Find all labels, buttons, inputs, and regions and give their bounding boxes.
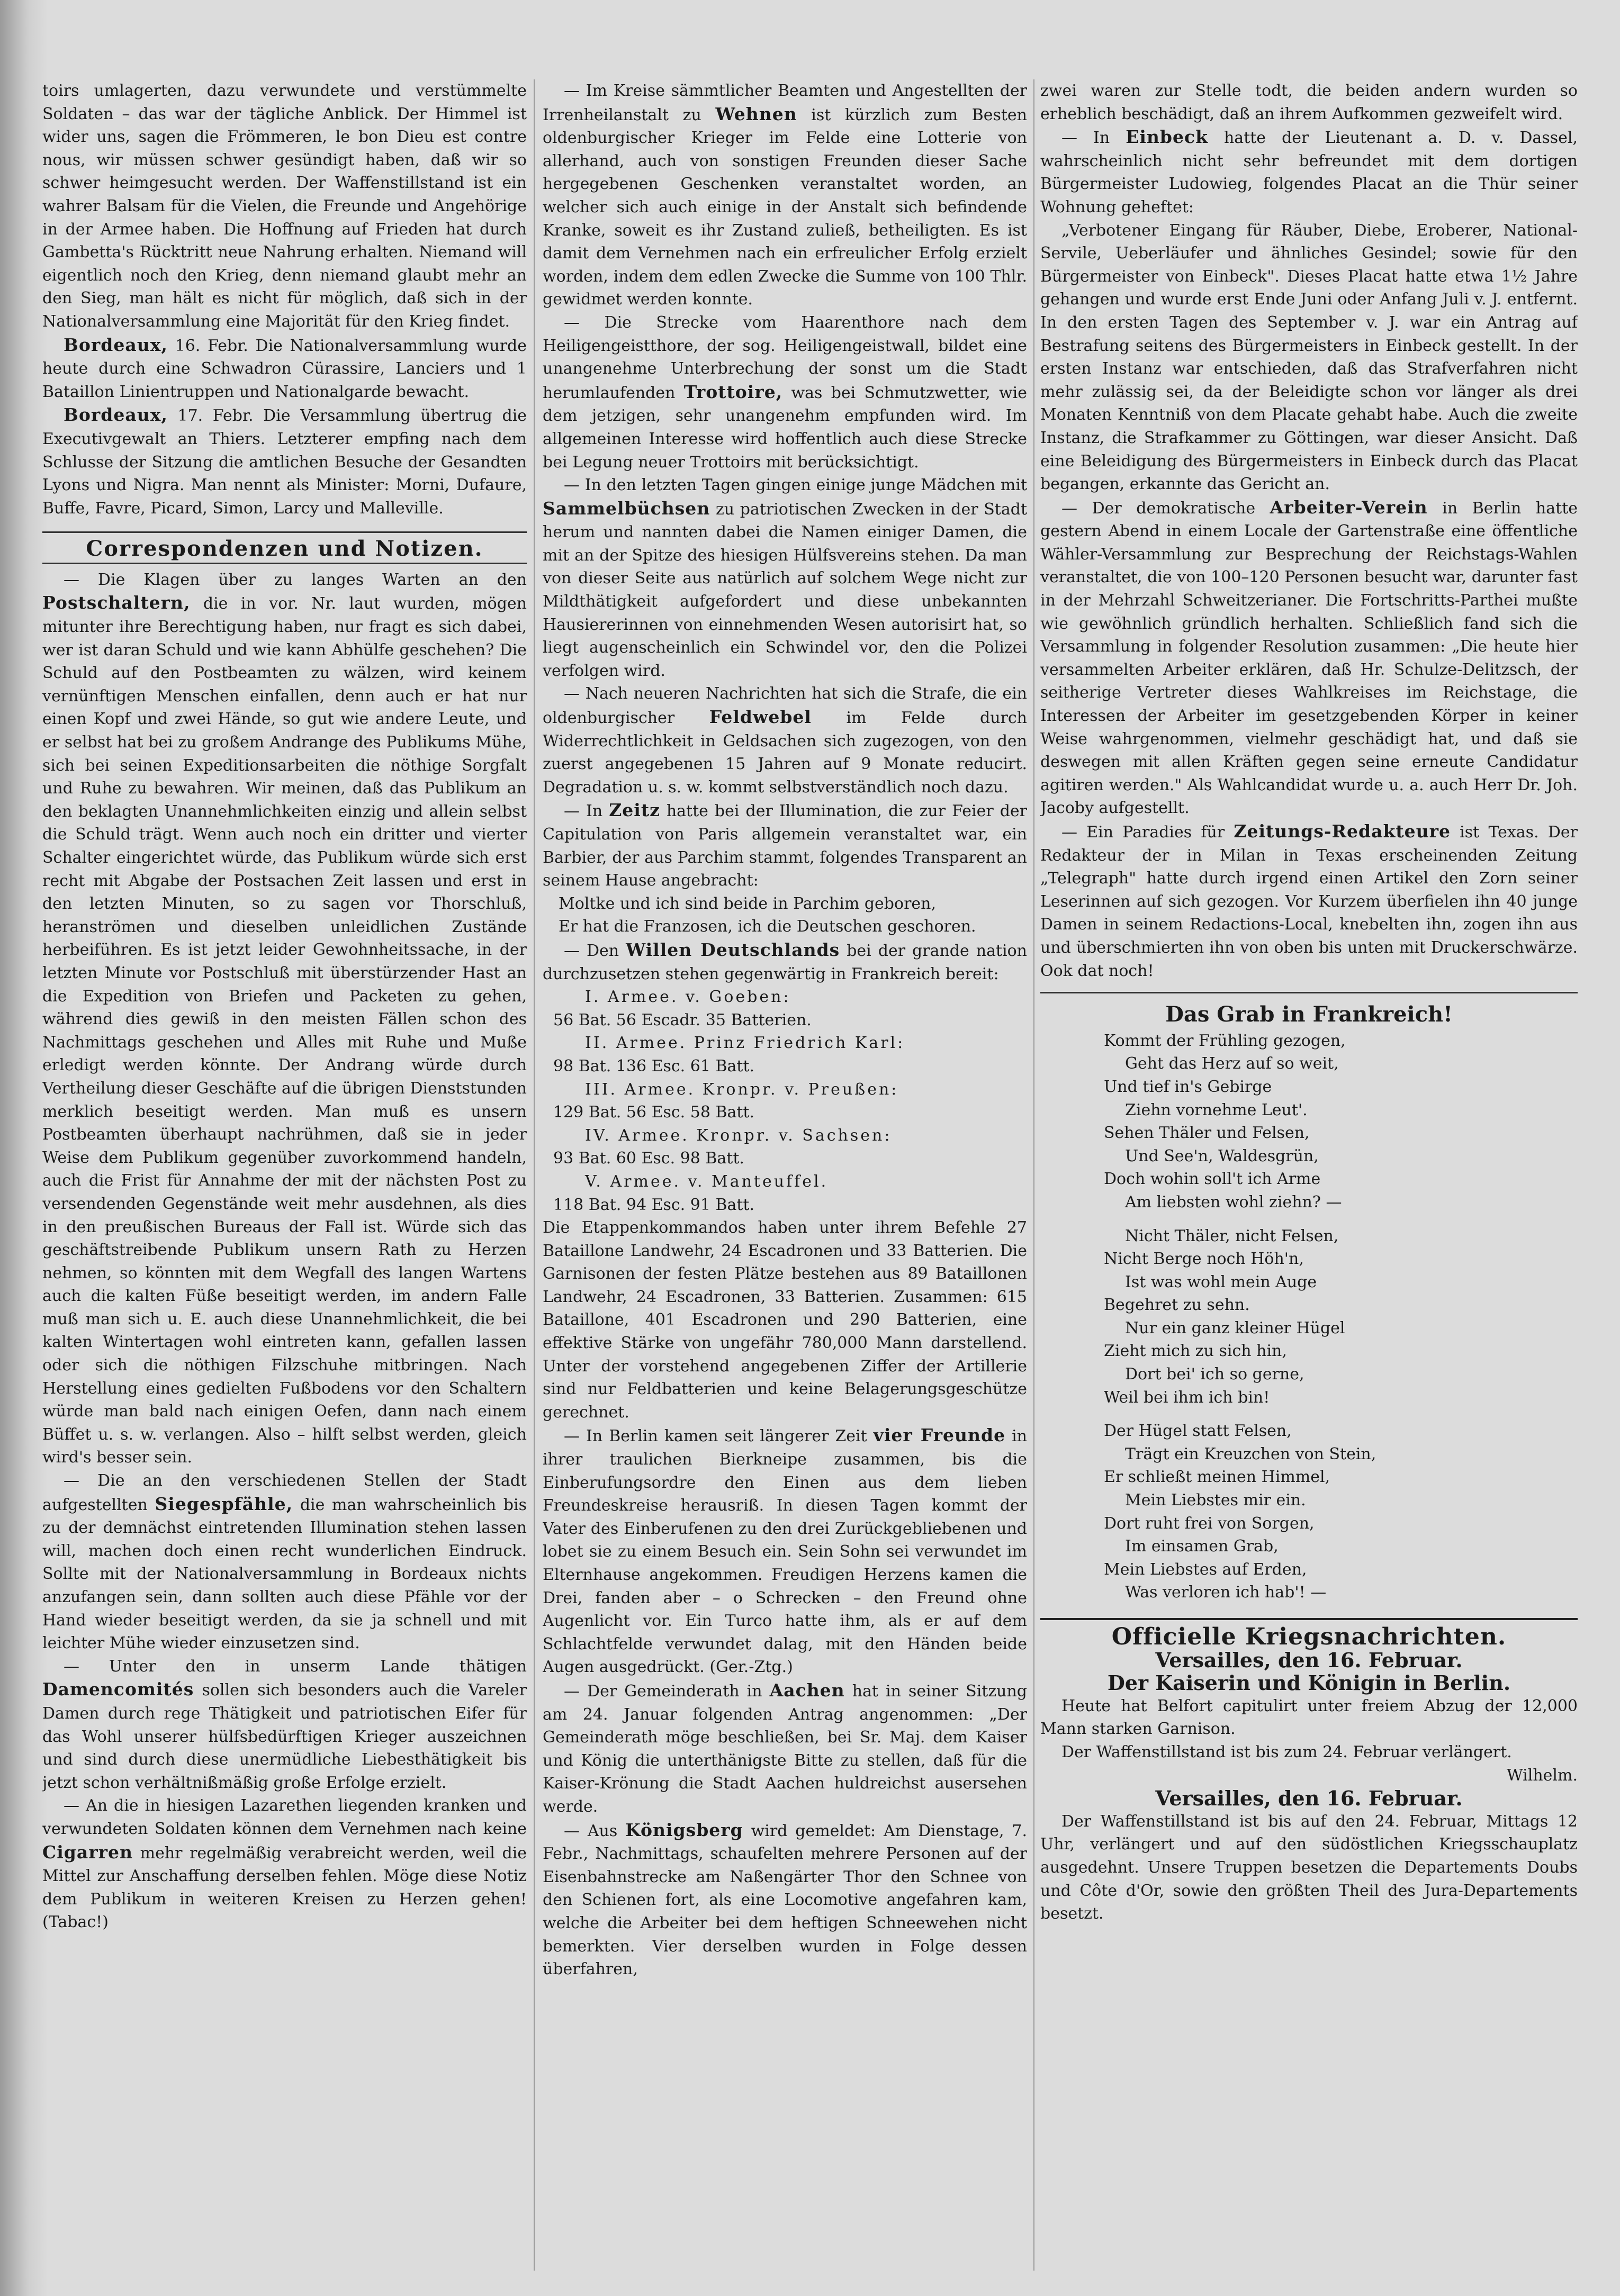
poem-stanza-break [1104,1409,1578,1420]
army-heading: IV. Armee. Kronpr. v. Sachsen: [585,1126,892,1145]
poem-line: Der Hügel statt Felsen, [1104,1422,1292,1441]
keyword-bordeaux: Bordeaux, [64,404,168,426]
divider [1040,992,1578,993]
poem [1040,1029,1578,1604]
poem-line: Mein Liebstes auf Erden, [1104,1560,1307,1579]
poem-line: Mein Liebstes mir ein. [1125,1491,1306,1510]
poem-line: Was verloren ich hab'! — [1125,1583,1327,1602]
article-feldwebel: — Nach neueren Nachrichten hat sich die Strafe, die ein oldenburgischer Feldwebel im Felde durch Widerrechtlichkeit in Geldsachen sich zugezogen, von den zuerst angegebenen 15 Jahren auf 9 Monate reducirt. Degradation u. s. w. kommt selbstverständlich noch dazu. [543,684,1027,797]
poem-line: Begehret zu sehn. [1104,1296,1250,1315]
poem-line: Und See'n, Waldesgrün, [1125,1146,1319,1165]
article-aachen: — Der Gemeinderath in Aachen hat in seiner Sitzung am 24. Januar folgenden Antrag angenommen: „Der Gemeinderath möge beschließen, bei Sr. Maj. dem Kaiser und König die unterthänigste Bitte zu stellen, daß für die Kaiser-Krönung die Stadt Aachen huldreichst ausersehen werde. [543,1679,1027,1816]
poem-line: Ist was wohl mein Auge [1125,1272,1317,1291]
army-strength: 56 Bat. 56 Escadr. 35 Batterien. [553,1010,812,1029]
article-einbeck-placat: „Verbotener Eingang für Räuber, Diebe, Eroberer, National-Servile, Ueberläufer und ähnliches Gesindel; sowie für den Bürgermeister von Einbeck". Dieses Placat hatte etwa 1½ Jahre gehangen und wurde erst Ende Juni oder Anfang Juli v. J. entfernt. In den ersten Tagen des September v. J. war ein Antrag auf Bestrafung seitens des Bürgermeisters in Einbeck gestellt. In der ersten Instanz war entschieden, daß das Strafverfahren nicht mehr zulässig sei, da der Beleidigte schon vor länger als drei Monaten Kenntniß von dem Placate gehabt habe. Auch die zweite Instanz, die Strafkammer zu Göttingen, war dieser Ansicht. Daß eine Beleidigung des Bürgermeisters in Einbeck durch das Placat begangen, erkannte das Gericht an. [1040,221,1578,494]
army-strength: 129 Bat. 56 Esc. 58 Batt. [553,1103,755,1122]
poem-line: Im einsamen Grab, [1125,1537,1279,1556]
article-postschalter: — Die Klagen über zu langes Warten an den Postschaltern, die in vor. Nr. laut wurden, mögen mitunter ihre Berechtigung haben, nur fragt es sich dabei, wer ist daran Schuld und wie kann Abhülfe geschehen? Die Schuld auf den Postbeamten zu wälzen, wird keinem vernünftigen Menschen einfallen, denn auch er hat nur einen Kopf und zwei Hände, so gut wie andere Leute, und er selbst hat bei zu großem Andrange des Publikums Mühe, sich bei seinen Expeditionsarbeiten die nöthige Sorgfalt und Ruhe zu bewahren. Wir meinen, daß das Publikum an den beklagten Unannehmlichkeiten einzig und allein selbst die Schuld trägt. Wenn auch noch ein dritter und vierter Schalter eingerichtet würde, das Publikum würde sich erst recht mit Abgabe der Postsachen Zeit lassen und erst in den letzten Minuten, so zu sagen vor Thorschluß, heranströmen und dieselben unleidlichen Zustände herbeiführen. Es ist jetzt leider Gewohnheitssache, in der letzten Minute vor Postschluß mit überstürzender Hast an die Expedition von Briefen und Packeten zu gehen, während dies gewiß in den meisten Fällen schon des Nachmittags geschehen und Alles mit Ruhe und Muße erledigt werden könnte. Der Andrang würde durch Vertheilung dieser Geschäfte auf die übrigen Dienststunden merklich beseitigt werden. Man muß es unsern Postbeamten überhaupt nachrühmen, daß sie in jeder Weise dem Publikum gegenüber zuvorkommend handeln, auch die Frist für Annahme der mit der nächsten Post zu versendenden Gegenstände weit mehr ausdehnen, als dies in den preußischen Bureaus der Fall ist. Würde sich das geschäftstreibende Publikum unsern Rath zu Herzen nehmen, so könnten mit dem Wegfall des langen Wartens auch die kalten Füße beseitigt werden, im andern Falle muß man sich u. E. auch diese Unannehmlichkeit, die bei kalten Wintertagen wohl eintreten kann, gefallen lassen oder sich die nöthigen Filzschuhe mitbringen. Nach Herstellung eines gedielten Fußbodens vor den Schaltern würde man bald nach einigen Oefen, dann nach einem Büffet u. s. w. verlangen. Also – hilft selbst werden, gleich wird's besser sein. [42,570,527,1467]
poem-line: Nur ein ganz kleiner Hügel [1125,1318,1345,1337]
section-heading: Correspondenzen und Notizen. [42,531,527,561]
poem-line: Ziehn vornehme Leut'. [1125,1100,1308,1119]
dispatch-signature: Wilhelm. [1506,1766,1578,1785]
article-damencomites: — Unter den in unserm Lande thätigen Damencomités sollen sich besonders auch die Vareler Damen durch rege Thätigkeit und patriotischen Eifer für das Wohl unserer hülfsbedürftigen Krieger auszeichnen und sind durch diese unermüdliche Liebesthätigkeit bis jetzt schon verhältnißmäßig große Erfolge erzielt. [42,1657,527,1792]
column-1 [42,79,527,1934]
article-arbeiter-verein: — Der demokratische Arbeiter-Verein in Berlin hatte gestern Abend in einem Locale der Gartenstraße eine öffentliche Wähler-Versammlung zur Besprechung der Reichstags-Wahlen veranstaltet, die von 100–120 Personen besucht war, darunter fast in der Mehrzahl Schweitzerianer. Die Fortschritts-Parthei mußte wie gewöhnlich gründlich herhalten. Schließlich fand sich die Versammlung in folgender Resolution zusammen: „Die heute hier versammelten Arbeiter erklären, daß Hr. Schulze-Delitzsch, der seitherige Vertreter dieses Wahlkreises im Reichstage, die Interessen der Arbeiter im gesetzgebenden Körper in keiner Weise wahrgenommen, vielmehr geschädigt hat, und daß sie deswegen mit allen Kräften gegen seine erneute Candidatur agitiren werden." Als Wahlcandidat wurde u. a. auch Herr Dr. Joh. Jacoby aufgestellt. [1040,496,1578,818]
poem-line: Sehen Thäler und Felsen, [1104,1124,1310,1143]
poem-line: Zieht mich zu sich hin, [1104,1342,1287,1361]
article-trottoire: — Die Strecke vom Haarenthore nach dem Heiligengeistthore, der sog. Heiligengeistwall, bildet eine unangenehme Unterbrechung der sonst um die Stadt herumlaufenden Trottoire, was bei Schmutzwetter, wie dem jetzigen, sehr unangenehm empfunden wird. Im allgemeinen Interesse wird hoffentlich auch diese Strecke bei Legung neuer Trottoirs mit berücksichtigt. [543,313,1027,472]
army-strength: 118 Bat. 94 Esc. 91 Batt. [553,1195,755,1214]
column-3 [1040,79,1578,1926]
poem-line: Und tief in's Gebirge [1104,1077,1272,1096]
keyword-bordeaux: Bordeaux, [64,334,168,355]
article-vier-freunde: — In Berlin kamen seit längerer Zeit vier Freunde in ihrer traulichen Bierkneipe zusammen, bis die Einberufungsordre den Einen aus dem lieben Freundeskreise herausriß. In diesen Tagen kommt der Vater des Einberufenen zu den drei Zurückgebliebenen und lobet sie zu einem Besuch ein. Sein Sohn sei verwundet im Elternhause angekommen. Freudigen Herzens kamen die Drei, fanden aber – o Schrecken – den Freund ohne Augenlicht vor. Ein Turco hatte ihm, als er auf dem Schlachtfelde verwundet dalag, mit den Händen beide Augen ausgedrückt. (Ger.-Ztg.) [543,1425,1027,1677]
article-zeitungs-redakteure: — Ein Paradies für Zeitungs-Redakteure ist Texas. Der Redakteur der in Milan in Texas erscheinenden Zeitung „Telegraph" hatte durch irgend einen Artikel den Zorn seiner Leserinnen auf sich gezogen. Vor Kurzem überfielen ihn 40 junge Damen in seinem Redactions-Local, knebelten ihn, zogen ihn aus und überschmierten ihn von oben bis unten mit Druckerschwärze. Ook dat noch! [1040,821,1578,980]
army-strength: 98 Bat. 136 Esc. 61 Batt. [553,1056,755,1075]
army-strength: 93 Bat. 60 Esc. 98 Batt. [553,1149,744,1168]
article-koenigsberg-continuation: zwei waren zur Stelle todt, die beiden andern wurden so erheblich beschädigt, daß an ihrem Aufkommen gezweifelt wird. [1040,82,1578,123]
column-rule [534,79,535,2271]
poem-line: Dort bei' ich so gerne, [1125,1365,1304,1384]
article-bordeaux-16: Bordeaux, 16. Febr. Die Nationalversammlung wurde heute durch eine Schwadron Cürassire, Lanciers und 1 Bataillon Linientruppen und Nationalgarde bewacht. [42,334,527,401]
article-siegespfaehle: — Die an den verschiedenen Stellen der Stadt aufgestellten Siegespfähle, die man wahrscheinlich bis zu der demnächst eintretenden Illumination stehen lassen will, machen doch einen recht wunderlichen Eindruck. Sollte mit der Nationalversammlung in Bordeaux nichts anzufangen sein, dann sollten auch diese Pfähle vor der Hand wieder beseitigt werden, da sie ja schnell und mit leichter Mühe wieder einzusetzen sind. [42,1471,527,1653]
column-rule [1033,79,1034,2271]
poem-line: Am liebsten wohl ziehn? — [1125,1192,1342,1212]
verse-line: Moltke und ich sind beide in Parchim geboren, [559,894,937,913]
article-zeitz: — In Zeitz hatte bei der Illumination, die zur Feier der Capitulation von Paris allgemein veranstaltet war, ein Barbier, der aus Parchim stammt, folgendes Transparent an seinem Hause angebracht: [543,800,1027,890]
article-bordeaux-17: Bordeaux, 17. Febr. Die Versammlung übertrug die Executivgewalt an Thiers. Letzterer empfing nach dem Schlusse der Sitzung die amtlichen Besuche der Gesandten Lyons und Nigra. Man nennt als Minister: Morni, Dufaure, Buffe, Favre, Picard, Simon, Larcy und Malleville. [42,404,527,518]
troop-list [543,986,1027,1216]
dispatch-text: Heute hat Belfort capitulirt unter freiem Abzug der 12,000 Mann starken Garnison. [1040,1696,1578,1739]
article-sammelbuechsen: — In den letzten Tagen gingen einige junge Mädchen mit Sammelbüchsen zu patriotischen Zwecken in der Stadt herum und nannten dabei die Namen einiger Damen, die mit an der Spitze des hiesigen Hülfsvereins stehen. Da man von dieser Seite aus natürlich auf solchem Wege nicht zur Mildthätigkeit aufgefordert und diese unbekannten Hausiererinnen von einnehmenden Wesen autorisirt hat, so liegt augenscheinlich ein Schwindel vor, den die Polizei verfolgen wird. [543,476,1027,680]
poem-line: Nicht Thäler, nicht Felsen, [1125,1226,1339,1245]
poem-line: Kommt der Frühling gezogen, [1104,1031,1346,1050]
dispatch-text: Der Waffenstillstand ist bis zum 24. Februar verlängert. [1061,1742,1512,1761]
poem-line: Weil bei ihm ich bin! [1104,1388,1270,1407]
army-heading: II. Armee. Prinz Friedrich Karl: [585,1034,905,1053]
dispatch-dateline: Versailles, den 16. Februar. [1155,1786,1463,1811]
article-paris-continuation: toirs umlagerten, dazu verwundete und verstümmelte Soldaten – das war der tägliche Anblick. Der Himmel ist wider uns, sagen die Frömmeren, le bon Dieu est contre nous, wir müssen schwer gesündigt haben, daß wir so schwer heimgesucht werden. Der Waffenstillstand ist ein wahrer Balsam für die Vielen, die Freunde und Angehörige in der Armee haben. Die Hoffnung auf Frieden hat durch Gambetta's Rücktritt neue Nahrung erhalten. Niemand will eigentlich noch den Krieg, denn niemand glaubt mehr an den Sieg, man hält es nicht für möglich, daß sich in der Nationalversammlung eine Majorität für den Krieg findet. [42,82,527,331]
army-heading: I. Armee. v. Goeben: [585,988,791,1007]
poem-line: Nicht Berge noch Höh'n, [1104,1250,1304,1269]
book-spine-shadow [0,0,48,2296]
poem-line: Dort ruht frei von Sorgen, [1104,1514,1315,1533]
verse-line: Er hat die Franzosen, ich die Deutschen geschoren. [559,917,976,936]
article-etappen: Die Etappenkommandos haben unter ihrem Befehle 27 Bataillone Landwehr, 24 Escadronen und 33 Batterien. Die Garnisonen der festen Plätze bestehen aus 89 Bataillonen Landwehr, 24 Escadronen, 33 Batterien. Zusammen: 615 Bataillone, 401 Escadronen und 290 Batterien, eine effektive Stärke von ungefähr 780,000 Mann darstellend. Unter der vorstehend angegebenen Ziffer der Artillerie sind nur Feldbatterien und keine Belagerungsgeschütze gerechnet. [543,1218,1027,1422]
official-war-news [1040,1618,1578,1926]
poem-stanza-break [1104,1214,1578,1225]
dispatch-text: Der Waffenstillstand ist bis auf den 24. Februar, Mittags 12 Uhr, verlängert und auf den südöstlichen Kriegsschauplatz ausgedehnt. Unsere Truppen besetzen die Departements Doubs und Côte d'Or, sowie den größten Theil des Jura-Departements besetzt. [1040,1812,1578,1923]
dispatch-dateline: Versailles, den 16. Februar. [1155,1648,1463,1672]
poem-line: Geht das Herz auf so weit, [1125,1054,1339,1073]
war-news-title: Officielle Kriegsnachrichten. [1111,1623,1507,1650]
article-cigarren: — An die in hiesigen Lazarethen liegenden kranken und verwundeten Soldaten können dem Vernehmen nach keine Cigarren mehr regelmäßig verabreicht werden, weil die Mittel zur Anschaffung derselben fehlen. Möge diese Notiz dem Publikum in weiteren Kreisen zu Herzen gehen! (Tabac!) [42,1796,527,1932]
dispatch-recipient: Der Kaiserin und Königin in Berlin. [1107,1671,1511,1695]
army-heading: V. Armee. v. Manteuffel. [585,1172,829,1191]
article-einbeck: — In Einbeck hatte der Lieutenant a. D. v. Dassel, wahrscheinlich nicht sehr befreundet mit dem dortigen Bürgermeister Ludowieg, folgendes Placat an die Thür seiner Wohnung geheftet: [1040,126,1578,216]
poem-line: Er schließt meinen Himmel, [1104,1468,1330,1487]
article-willen-deutschlands: — Den Willen Deutschlands bei der grande nation durchzusetzen stehen gegenwärtig in Frankreich bereit: [543,939,1027,983]
article-wehnen: — Im Kreise sämmtlicher Beamten und Angestellten der Irrenheilanstalt zu Wehnen ist kürzlich zum Besten oldenburgischer Krieger im Felde eine Lotterie von allerhand, auch von sonstigen Freunden dieser Sache hergegebenen Geschenken veranstaltet worden, an welcher sich auch einige in der Anstalt sich befindende Kranke, soweit es ihr Zustand zuließ, betheiligten. Es ist damit dem Vernehmen nach ein erfreulicher Erfolg erzielt worden, indem dem edlen Zwecke die Summe von 100 Thlr. gewidmet werden konnte. [543,82,1027,309]
poem-line: Trägt ein Kreuzchen von Stein, [1125,1444,1376,1463]
poem-line: Doch wohin soll't ich Arme [1104,1170,1321,1189]
divider [42,563,527,564]
newspaper-page [42,79,1578,2276]
poem-title: Das Grab in Frankreich! [1165,1002,1453,1027]
army-heading: III. Armee. Kronpr. v. Preußen: [585,1080,899,1099]
column-2 [543,79,1027,1981]
article-koenigsberg: — Aus Königsberg wird gemeldet: Am Dienstage, 7. Febr., Nachmittags, schaufelten mehrere Personen auf der Eisenbahnstrecke am Naßengärter Thor den Schnee von den Schienen fort, als eine Locomotive angefahren kam, welche die Arbeiter bei dem heftigen Schneewehen nicht bemerkten. Vier derselben wurden in Folge dessen überfahren, [543,1819,1027,1979]
